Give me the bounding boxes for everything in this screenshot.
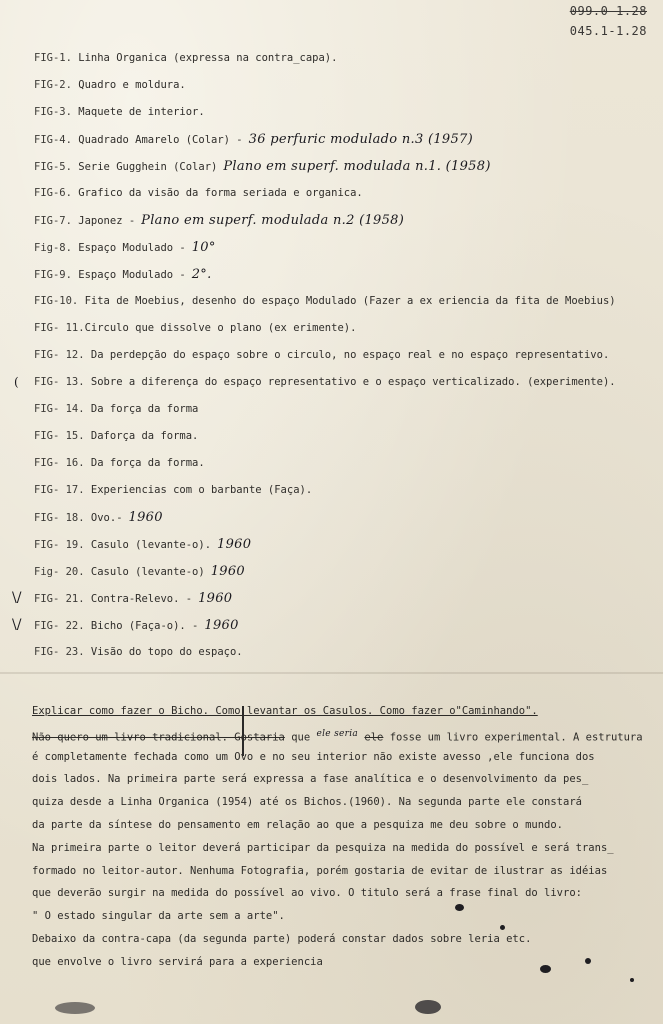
paragraph-line: " O estado singular da arte sem a arte". (32, 910, 285, 923)
archive-code-1: 099.0-1.28 (569, 4, 647, 18)
figure-label: FIG-6. (34, 187, 72, 199)
figure-label: FIG-2. (34, 79, 72, 91)
figure-label: FIG- 21. (34, 593, 85, 605)
figure-item (34, 639, 654, 666)
handwritten-note: 1960 (217, 537, 252, 552)
figure-item (34, 315, 654, 342)
figure-text: Bicho (Faça-o). - (90, 620, 199, 632)
figure-item (34, 558, 654, 585)
figure-label: FIG-5. (34, 161, 72, 173)
figure-label: FIG- 22. (34, 620, 85, 632)
handwritten-note: 1960 (210, 564, 245, 579)
paragraph-line: que deverão surgir na medida do possível ao vivo. O titulo será a frase final do livro: (32, 887, 582, 900)
handwritten-insert: ele seria (316, 728, 359, 739)
paragraph-line: da parte da síntese do pensamento em relação ao que a pesquiza me deu sobre o mundo. (32, 818, 564, 831)
paragraph-line: Não quero um livro tradicional. Gostaria que ele seria ele fosse um livro experimental. A estrutura (32, 728, 643, 744)
figure-label: FIG- 18. (34, 512, 85, 524)
figure-text: Daforça da forma. (90, 430, 199, 442)
figure-label: FIG- 16. (34, 457, 85, 469)
figure-label: FIG- 12. (34, 349, 85, 361)
figure-item (34, 207, 654, 234)
paragraph-line: quiza desde a Linha Organica (1954) até os Bichos.(1960). Na segunda parte ele constará (32, 796, 582, 809)
figure-text: Experiencias com o barbante (Faça). (90, 484, 313, 496)
figure-label: Fig- 20. (34, 566, 85, 578)
figure-item (34, 45, 654, 72)
handwritten-note: 10° (191, 240, 216, 255)
figure-label: FIG-1. (34, 52, 72, 64)
figure-text: Circulo que dissolve o plano (ex erimente). (84, 322, 357, 334)
figure-text: Espaço Modulado - (78, 269, 186, 281)
paragraph-line: é completamente fechada como um Ovo e no seu interior não existe avesso ,ele funciona dos (32, 750, 595, 763)
figure-item (12, 612, 654, 639)
figure-text: Grafico da visão da forma seriada e organica. (78, 187, 363, 199)
paragraph-line: formado no leitor-autor. Nenhuma Fotografia, porém gostaria de evitar de ilustrar as idéias (32, 864, 608, 877)
figure-item (34, 234, 654, 261)
figure-item (34, 180, 654, 207)
ink-spatter (55, 1002, 95, 1014)
figure-label: FIG- 15. (34, 430, 85, 442)
paragraph-line: Debaixo da contra-capa (da segunda parte) poderá constar dados sobre leria etc. (32, 932, 532, 945)
figure-label: FIG- 11. (34, 322, 85, 334)
ink-spatter (500, 925, 505, 930)
figure-item (34, 531, 654, 558)
figure-item (34, 450, 654, 477)
handwritten-note: Plano em superf. modulada n.1. (1958) (223, 159, 491, 174)
ink-spatter (455, 904, 464, 911)
handwritten-note: 36 perfuric modulado n.3 (1957) (248, 132, 473, 147)
figure-item (34, 99, 654, 126)
figure-text: Da força da forma (90, 403, 199, 415)
figure-label: FIG- 23. (34, 646, 85, 658)
figure-text: Sobre a diferença do espaço representativo e o espaço verticalizado. (experimente). (90, 376, 616, 388)
handwritten-note: 1960 (198, 591, 233, 606)
figure-list (12, 45, 654, 666)
figure-text: Quadro e moldura. (78, 79, 186, 91)
figure-item (34, 342, 654, 369)
figure-item (12, 585, 654, 612)
figure-text: Ovo.- (90, 512, 123, 524)
figure-text: Casulo (levante-o). (90, 539, 212, 551)
handwritten-note: 1960 (128, 510, 163, 525)
checkmark-icon: \/ (12, 590, 22, 606)
margin-mark: ( (14, 375, 19, 389)
figure-text: Espaço Modulado - (78, 242, 186, 254)
figure-text: Fita de Moebius, desenho do espaço Modulado (Fazer a ex eriencia da fita de Moebius) (84, 295, 616, 307)
figure-item (34, 72, 654, 99)
figure-item (34, 288, 654, 315)
handwritten-note: 1960 (204, 618, 239, 633)
paper-fold (0, 672, 663, 674)
paragraph-line: Na primeira parte o leitor deverá participar da pesquiza na medida do possível e será trans_ (32, 841, 614, 854)
handwritten-note: Plano em superf. modulada n.2 (1958) (141, 213, 405, 228)
figure-item (34, 126, 654, 153)
struck-text: Não quero um livro tradicional. Gostaria (32, 731, 285, 744)
paragraph-line: Explicar como fazer o Bicho. Como levantar os Casulos. Como fazer o"Caminhando". (32, 705, 538, 717)
paragraph-line: que envolve o livro servirá para a experiencia (32, 955, 323, 968)
figure-label: FIG- 19. (34, 539, 85, 551)
ink-spatter (630, 978, 634, 982)
figure-label: FIG-9. (34, 269, 72, 281)
figure-text: Linha Organica (expressa na contra_capa). (78, 52, 338, 64)
figure-text: Maquete de interior. (78, 106, 205, 118)
ink-spatter (415, 1000, 441, 1014)
figure-text: Contra-Relevo. - (90, 593, 193, 605)
ink-spatter (540, 965, 551, 973)
figure-item (34, 261, 654, 288)
checkmark-icon: \/ (12, 617, 22, 633)
figure-item (34, 396, 654, 423)
figure-text: Casulo (levante-o) (90, 566, 205, 578)
handwritten-note: 2°. (191, 267, 212, 282)
figure-text: Da força da forma. (90, 457, 205, 469)
figure-label: FIG-10. (34, 295, 79, 307)
figure-label: FIG- 13. (34, 376, 85, 388)
struck-text: ele (364, 731, 384, 744)
figure-label: FIG-7. (34, 215, 72, 227)
figure-text: Da perdepção do espaço sobre o circulo, no espaço real e no espaço representativo. (90, 349, 610, 361)
figure-item (34, 504, 654, 531)
figure-item (14, 369, 654, 396)
figure-item (34, 477, 654, 504)
figure-item (34, 153, 654, 180)
figure-text: Quadrado Amarelo (Colar) - (78, 134, 243, 146)
figure-label: Fig-8. (34, 242, 72, 254)
figure-text: Visão do topo do espaço. (90, 646, 243, 658)
figure-item (34, 423, 654, 450)
paragraph-line: dois lados. Na primeira parte será expressa a fase analítica e o desenvolvimento da pes_ (32, 773, 589, 786)
figure-label: FIG-3. (34, 106, 72, 118)
figure-label: FIG- 17. (34, 484, 85, 496)
ink-spatter (585, 958, 591, 964)
figure-label: FIG-4. (34, 134, 72, 146)
figure-text: Japonez - (78, 215, 136, 227)
archive-code-2: 045.1-1.28 (569, 24, 647, 38)
figure-label: FIG- 14. (34, 403, 85, 415)
body-paragraph (32, 700, 652, 974)
figure-text: Serie Gugghein (Colar) (78, 161, 218, 173)
